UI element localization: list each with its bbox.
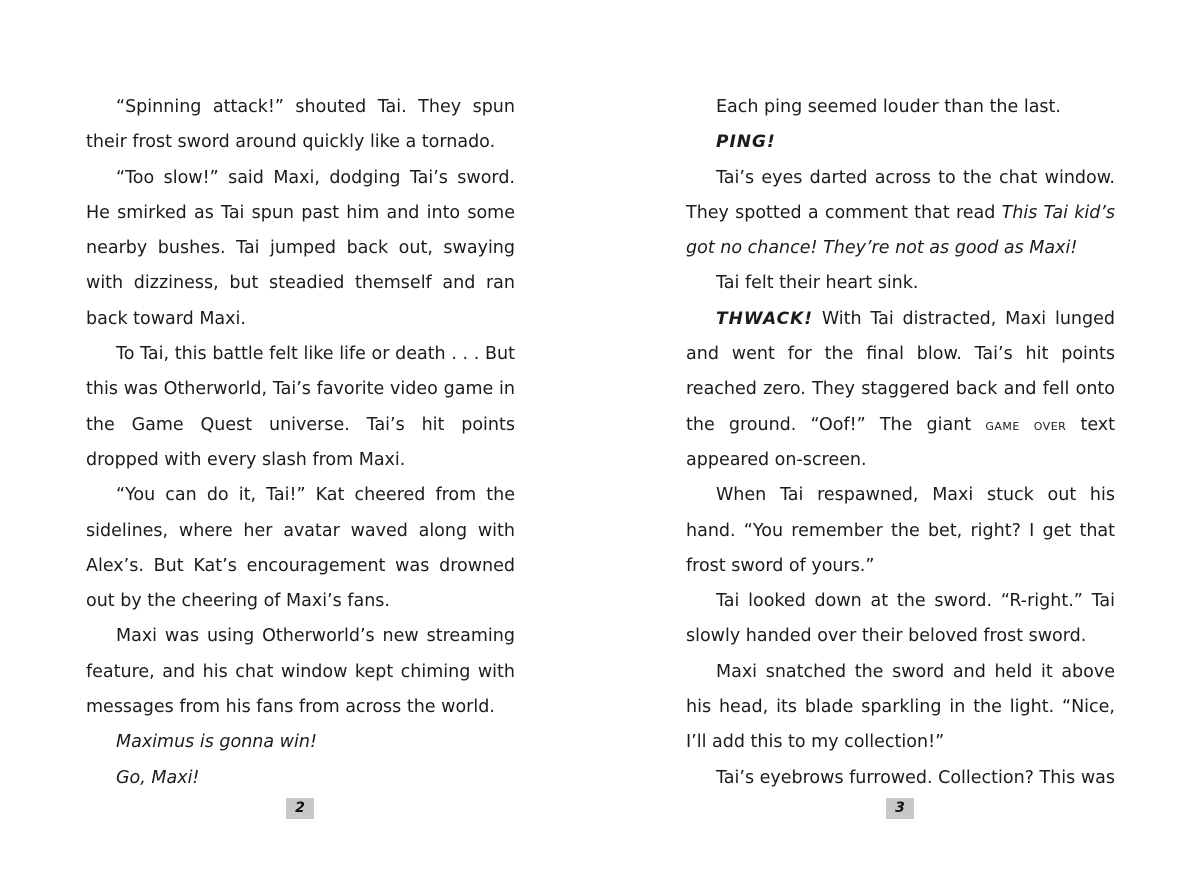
page-number-left: 2 [286, 798, 314, 819]
left-chat-message-2: Go, Maxi! [116, 767, 200, 788]
game-over-text: game over [985, 415, 1067, 434]
left-paragraph-5: Maxi was using Otherworld’s new streaming feature, and his chat window kept chiming with messages from his fans from across the world. [86, 626, 515, 718]
left-chat-message-1: Maximus is gonna win! [116, 732, 317, 753]
chat-comment-italic: This Tai kid’s got no chance! They’re not as good as Maxi! [686, 202, 1116, 259]
left-paragraph-2: “Too slow!” said Maxi, dodging Tai’s sword. He smirked as Tai spun past him and into some nearby bushes. Tai jumped back out, swaying with dizziness, but steadied themself and ran back toward Maxi. [86, 167, 515, 329]
right-paragraph-5 [686, 302, 1115, 478]
right-paragraph-3-text: Tai’s eyes darted across to the chat window. They spotted a comment that read [686, 167, 1115, 223]
right-paragraph-6: When Tai respawned, Maxi stuck out his hand. “You remember the bet, right? I get that frost sword of yours.” [686, 485, 1115, 576]
thwack-sfx: THWACK! [716, 308, 814, 329]
left-page [86, 90, 515, 796]
right-paragraph-4: Tai felt their heart sink. [716, 273, 919, 294]
right-paragraph-7: Tai looked down at the sword. “R-right.” Tai slowly handed over their beloved frost sword. [686, 591, 1115, 647]
right-sound-effect-ping [686, 125, 1115, 160]
right-paragraph-3 [686, 161, 1115, 267]
page-number-right: 3 [886, 798, 914, 819]
right-paragraph-8: Maxi snatched the sword and held it above his head, its blade sparkling in the light. “Nice, I’ll add this to my collection!” [686, 661, 1115, 753]
right-paragraph-1: Each ping seemed louder than the last. [716, 97, 1061, 117]
right-paragraph-9: Tai’s eyebrows furrowed. Collection? This was [716, 767, 1115, 788]
right-paragraph-5-text-a: With Tai distracted, Maxi lunged and went for the final blow. Tai’s hit points reached zero. They staggered back and fell onto the ground. “Oof!” The giant [686, 308, 1115, 435]
left-paragraph-4: “You can do it, Tai!” Kat cheered from the sidelines, where her avatar waved along with Alex’s. But Kat’s encouragement was drowned out by the cheering of Maxi’s fans. [86, 485, 515, 612]
right-page [686, 90, 1115, 796]
left-paragraph-1: “Spinning attack!” shouted Tai. They spun their frost sword around quickly like a tornado. [86, 97, 515, 153]
ping-sfx: PING! [716, 132, 776, 153]
left-paragraph-3: To Tai, this battle felt like life or death . . . But this was Otherworld, Tai’s favorite video game in the Game Quest universe. Tai’s hit points dropped with every slash from Maxi. [86, 344, 515, 470]
right-paragraph-5-text-b: text appeared on-screen. [686, 414, 1115, 470]
